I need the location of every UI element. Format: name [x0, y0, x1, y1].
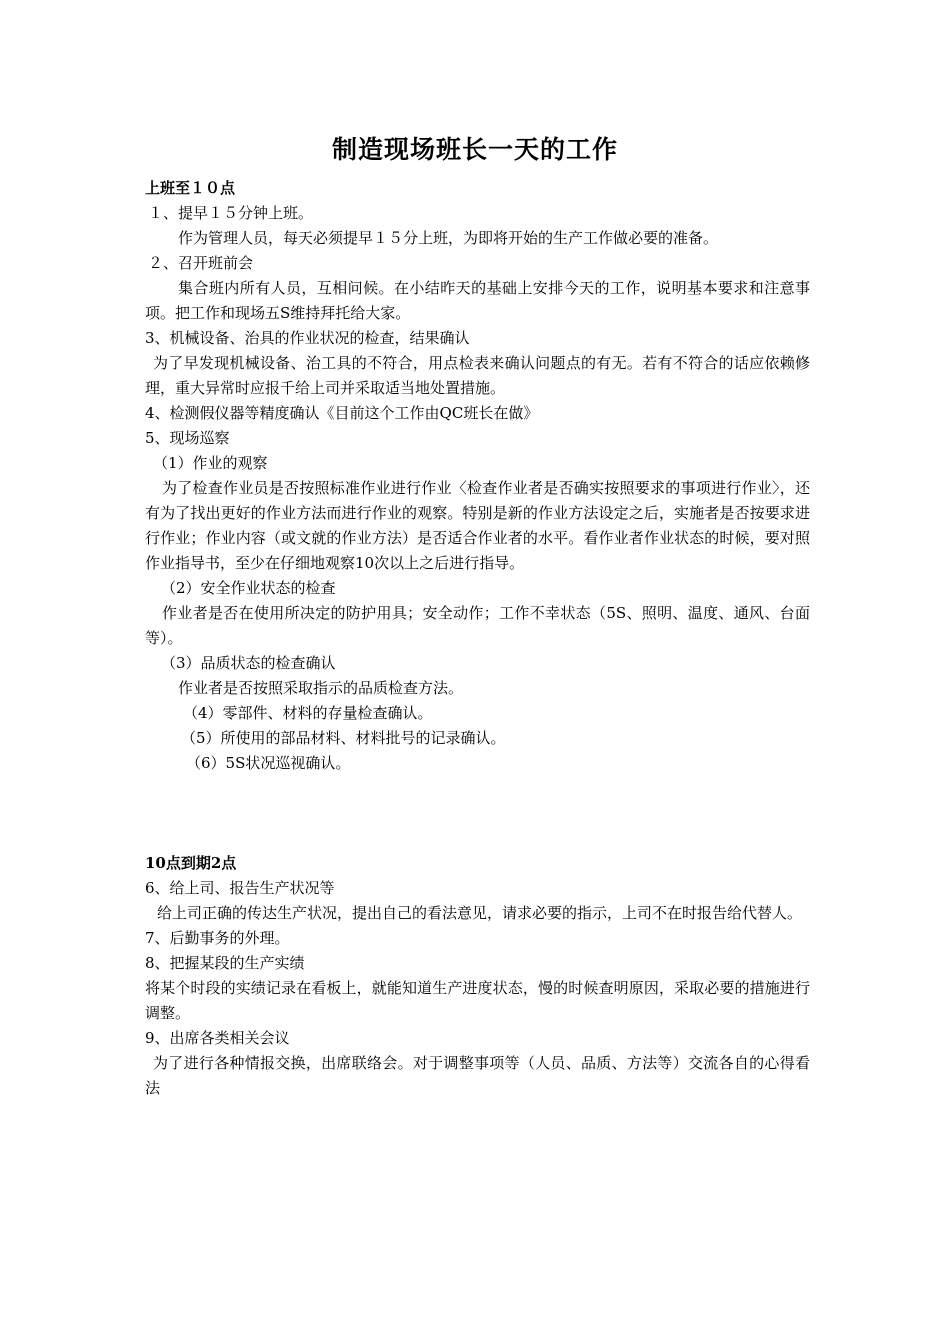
- paragraph: 作业者是否在使用所决定的防护用具；安全动作；工作不幸状态（5S、照明、温度、通风、台面等）。: [145, 604, 810, 647]
- document-title: 制造现场班长一天的工作: [331, 135, 618, 164]
- paragraph: 为了早发现机械设备、治工具的不符合，用点检表来确认问题点的有无。若有不符合的话应依赖修理，重大异常时应报千给上司并采取适当地处置措施。: [145, 354, 810, 397]
- item-heading: 6、给上司、报告生产状况等: [145, 879, 335, 897]
- item-heading: 3、机械设备、治具的作业状况的检查，结果确认: [145, 329, 470, 347]
- section-heading: 10点到期2点: [145, 854, 237, 872]
- paragraph: 作业者是否按照采取指示的品质检查方法。: [178, 679, 464, 697]
- item-heading: ２、召开班前会: [148, 254, 254, 272]
- sub-item-heading: （3）品质状态的检查确认: [161, 654, 336, 672]
- item-heading: 8、把握某段的生产实绩: [145, 954, 305, 972]
- item-heading: 7、后勤事务的外理。: [145, 929, 290, 947]
- item-heading: 5、现场巡察: [145, 429, 230, 447]
- paragraph: 作为管理人员，每天必须提早１５分上班，为即将开始的生产工作做必要的准备。: [178, 229, 719, 247]
- paragraph: 将某个时段的实绩记录在看板上，就能知道生产进度状态，慢的时候查明原因，采取必要的措施进行调整。: [145, 979, 810, 1022]
- item-heading: １、提早１５分钟上班。: [148, 204, 314, 222]
- paragraph: 给上司正确的传达生产状况，提出自己的看法意见，请求必要的指示，上司不在时报告给代替人。: [157, 904, 803, 922]
- paragraph: 集合班内所有人员，互相问候。在小结昨天的基础上安排今天的工作，说明基本要求和注意事项。把工作和现场五S维持拜托给大家。: [145, 279, 810, 322]
- sub-item-heading: （2）安全作业状态的检查: [161, 579, 336, 597]
- sub-item-heading: （1）作业的观察: [153, 454, 268, 472]
- item-heading: 9、出席各类相关会议: [145, 1029, 290, 1047]
- sub-item-heading: （6）5S状况巡视确认。: [186, 754, 351, 772]
- sub-item-heading: （4）零部件、材料的存量检查确认。: [183, 704, 433, 722]
- section-gap: [145, 776, 810, 851]
- document-body: [145, 176, 810, 1101]
- paragraph: 为了检查作业员是否按照标准作业进行作业〈检查作业者是否确实按照要求的事项进行作业〉，还有为了找出更好的作业方法而进行作业的观察。特别是新的作业方法设定之后，实施者是否按要求进行作业；作业内容（或文就的作业方法）是否适合作业者的水平。看作业者作业状态的时候，要对照作业指导书，至少在仔细地观察10次以上之后进行指导。: [145, 479, 810, 572]
- sub-item-heading: （5）所使用的部品材料、材料批号的记录确认。: [181, 729, 506, 747]
- paragraph: 为了进行各种情报交换，出席联络会。对于调整事项等（人员、品质、方法等）交流各自的心得看法: [145, 1054, 810, 1097]
- section-heading: 上班至１０点: [145, 179, 236, 197]
- item-heading: 4、检测假仪器等精度确认《目前这个工作由QC班长在做》: [145, 404, 539, 422]
